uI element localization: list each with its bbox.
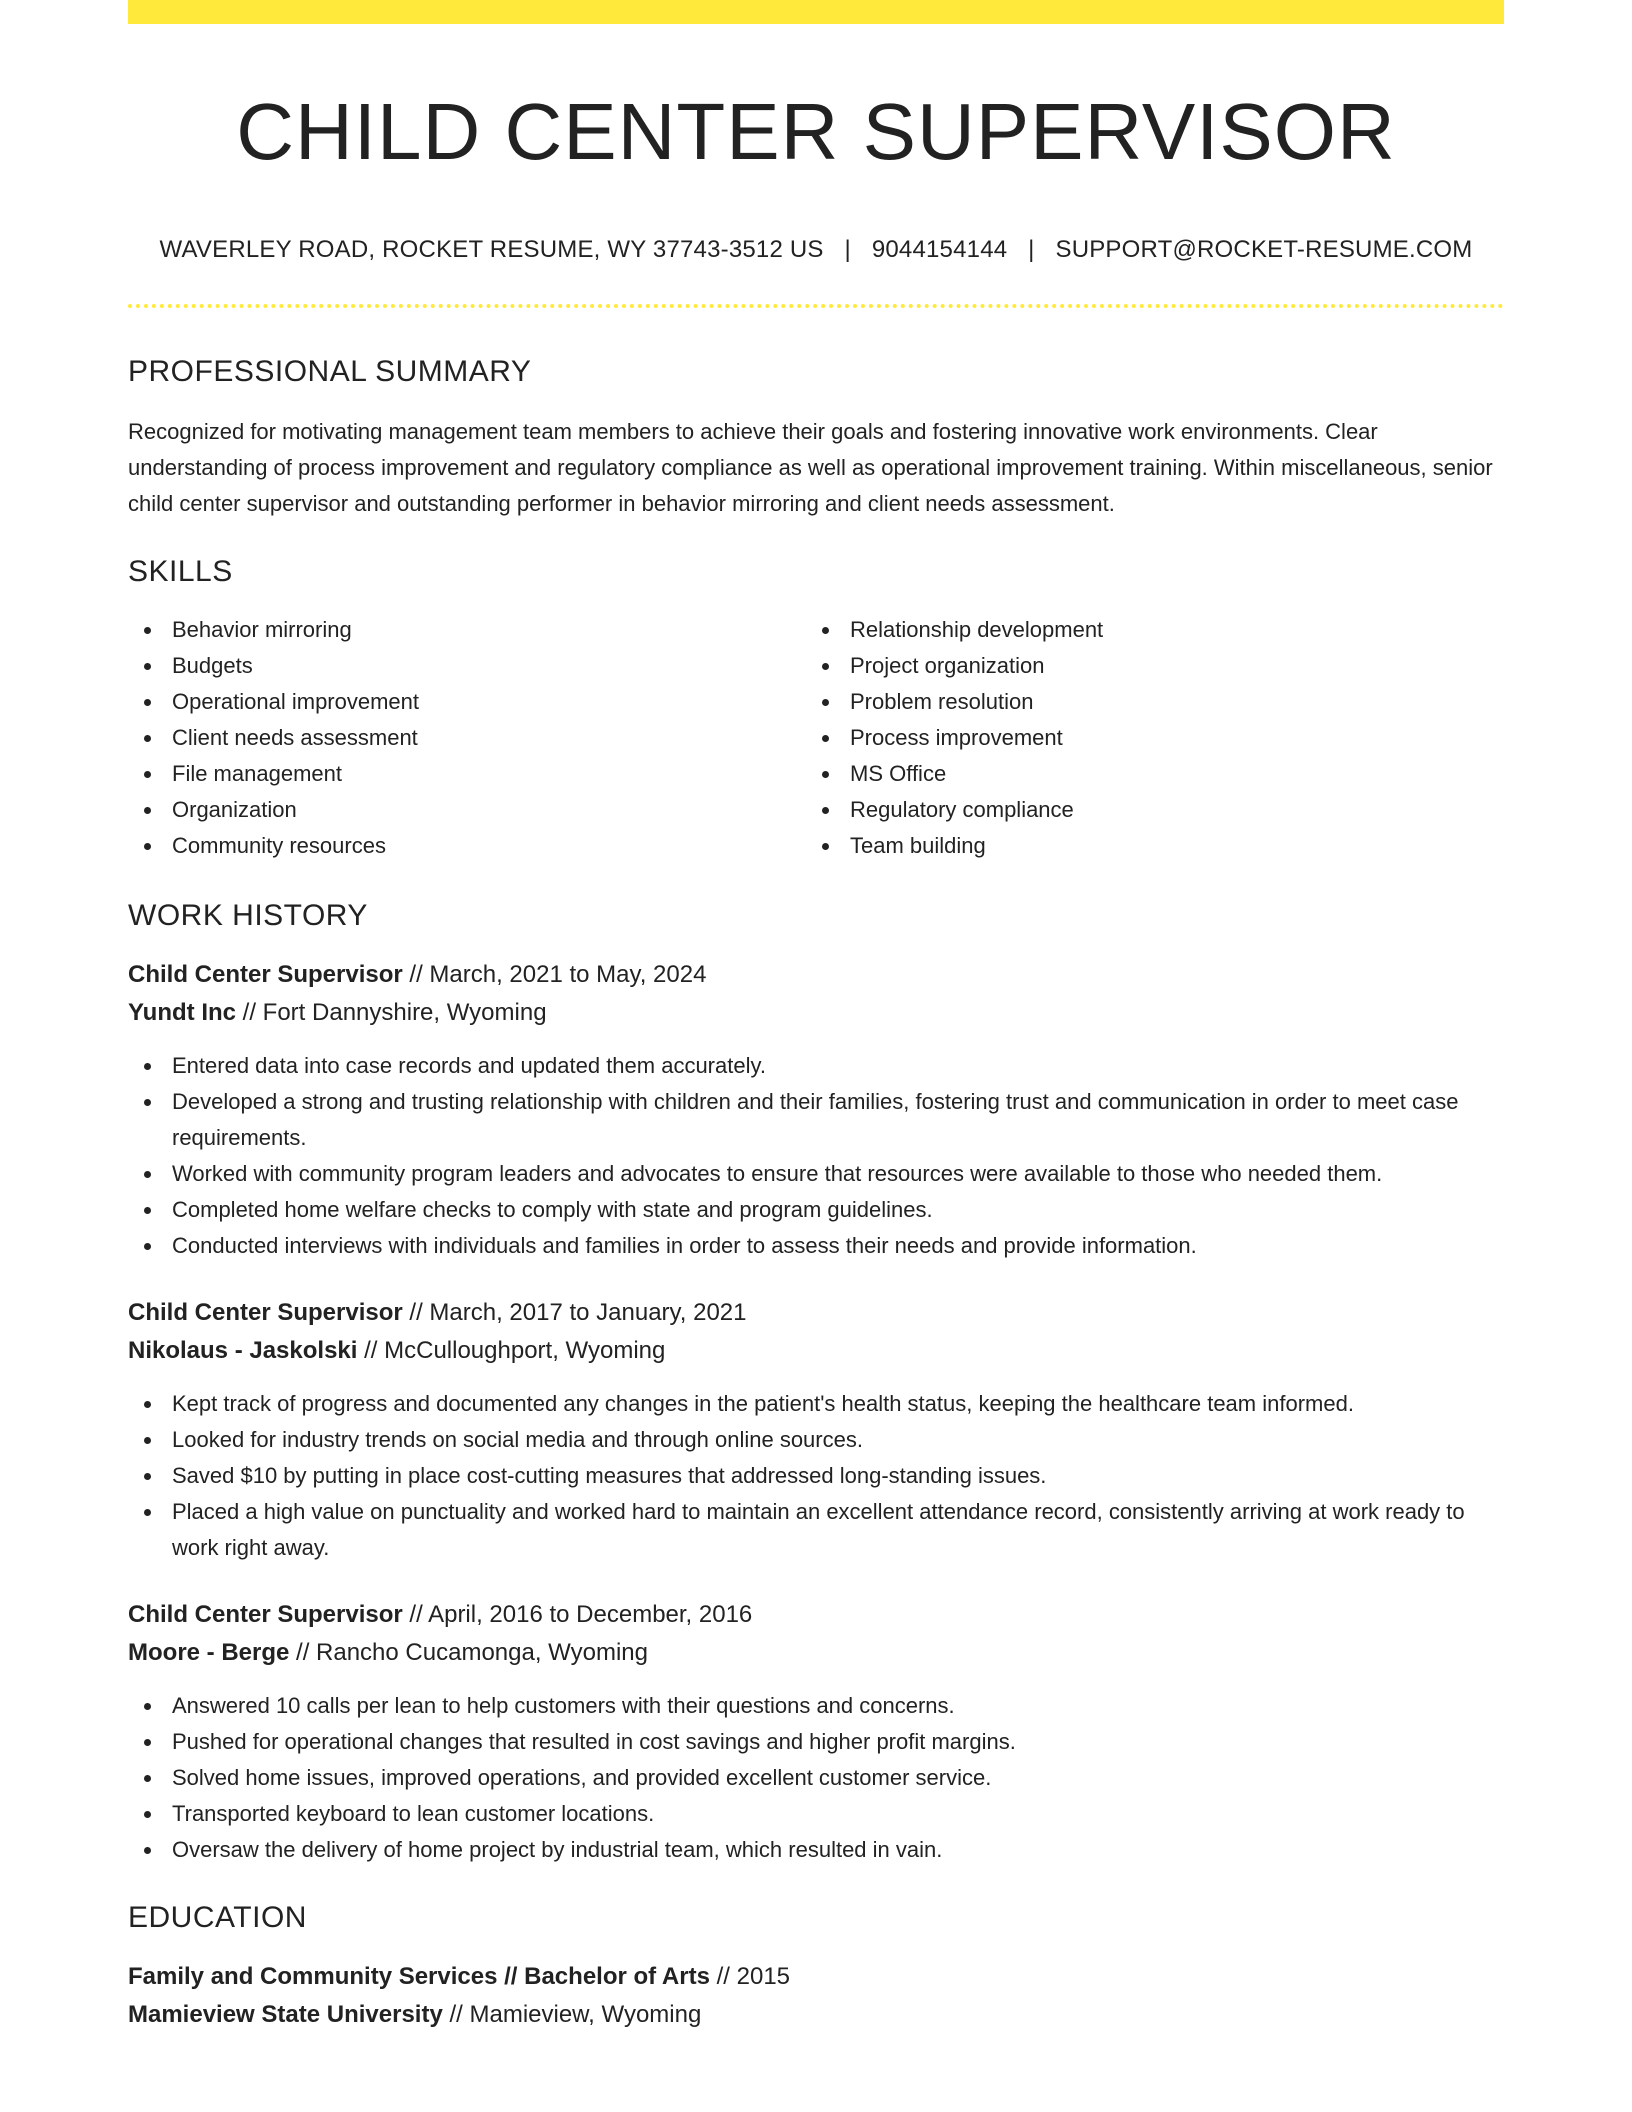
job-title-line bbox=[128, 956, 1504, 994]
skill-item: Process improvement bbox=[806, 720, 1484, 756]
job-company-line bbox=[128, 1332, 1504, 1370]
job-location: // Rancho Cucamonga, Wyoming bbox=[289, 1639, 648, 1666]
job-entry bbox=[128, 1596, 1504, 1868]
skill-item: Organization bbox=[128, 792, 806, 828]
job-bullet: Transported keyboard to lean customer locations. bbox=[128, 1796, 1504, 1832]
education-location: // Mamieview, Wyoming bbox=[442, 2001, 702, 2028]
education-degree-line bbox=[128, 1958, 1504, 1996]
job-bullet: Pushed for operational changes that resulted in cost savings and higher profit margins. bbox=[128, 1724, 1504, 1760]
skills-heading: SKILLS bbox=[128, 555, 233, 588]
job-dates: // March, 2017 to January, 2021 bbox=[402, 1299, 747, 1326]
job-dates: // March, 2021 to May, 2024 bbox=[402, 961, 707, 988]
contact-email: SUPPORT@ROCKET-RESUME.COM bbox=[1055, 236, 1473, 263]
education-heading: EDUCATION bbox=[128, 1901, 307, 1934]
job-company-line bbox=[128, 1634, 1504, 1672]
job-bullet: Worked with community program leaders and advocates to ensure that resources were available to those who needed them. bbox=[128, 1156, 1504, 1192]
job-bullets bbox=[128, 1386, 1504, 1566]
education-entry bbox=[128, 1958, 1504, 2034]
contact-separator: | bbox=[844, 236, 851, 263]
job-bullet: Kept track of progress and documented any changes in the patient's health status, keeping the healthcare team informed. bbox=[128, 1386, 1504, 1422]
skill-item: Project organization bbox=[806, 648, 1484, 684]
job-company-line bbox=[128, 994, 1504, 1032]
job-company: Moore - Berge bbox=[128, 1639, 290, 1666]
job-bullet: Placed a high value on punctuality and worked hard to maintain an excellent attendance record, consistently arriving at work ready to work right away. bbox=[128, 1494, 1504, 1566]
skill-item: Problem resolution bbox=[806, 684, 1484, 720]
job-bullet: Developed a strong and trusting relationship with children and their families, fostering trust and communication in order to meet case requirements. bbox=[128, 1084, 1504, 1156]
job-role: Child Center Supervisor bbox=[128, 1299, 403, 1326]
job-role: Child Center Supervisor bbox=[128, 961, 403, 988]
work-history-list bbox=[128, 956, 1504, 1868]
resume-page bbox=[128, 0, 1504, 2034]
job-company: Yundt Inc bbox=[128, 999, 236, 1026]
contact-line bbox=[128, 234, 1504, 266]
skill-item: Regulatory compliance bbox=[806, 792, 1484, 828]
summary-text: Recognized for motivating management team members to achieve their goals and fostering innovative work environments. Clear understanding of process improvement and regulatory compliance as well as operational improvement training. Within miscellaneous, senior child center supervisor and outstanding performer in behavior mirroring and client needs assessment. bbox=[128, 419, 1493, 516]
resume-name: CHILD CENTER SUPERVISOR bbox=[236, 87, 1396, 176]
skill-item: Client needs assessment bbox=[128, 720, 806, 756]
skill-item: Behavior mirroring bbox=[128, 612, 806, 648]
skill-item: MS Office bbox=[806, 756, 1484, 792]
job-dates: // April, 2016 to December, 2016 bbox=[402, 1601, 753, 1628]
skill-item: Relationship development bbox=[806, 612, 1484, 648]
skill-item: File management bbox=[128, 756, 806, 792]
skill-item: Team building bbox=[806, 828, 1484, 864]
education-school-line bbox=[128, 1996, 1504, 2034]
job-company: Nikolaus - Jaskolski bbox=[128, 1337, 358, 1364]
dotted-divider bbox=[128, 304, 1504, 308]
skill-item: Community resources bbox=[128, 828, 806, 864]
top-accent-bar bbox=[128, 0, 1504, 24]
job-entry bbox=[128, 1294, 1504, 1566]
contact-phone: 9044154144 bbox=[871, 236, 1008, 263]
job-bullet: Entered data into case records and updated them accurately. bbox=[128, 1048, 1504, 1084]
job-bullet: Oversaw the delivery of home project by industrial team, which resulted in vain. bbox=[128, 1832, 1504, 1868]
skills-column-left bbox=[128, 612, 806, 864]
skills-column-right bbox=[806, 612, 1484, 864]
education-year: // 2015 bbox=[709, 1963, 791, 1990]
contact-separator: | bbox=[1028, 236, 1035, 263]
education-school: Mamieview State University bbox=[128, 2001, 443, 2028]
job-location: // Fort Dannyshire, Wyoming bbox=[236, 999, 547, 1026]
summary-heading: PROFESSIONAL SUMMARY bbox=[128, 355, 532, 388]
job-title-line bbox=[128, 1596, 1504, 1634]
education-degree: Family and Community Services // Bachelor of Arts bbox=[128, 1963, 710, 1990]
skills-list bbox=[128, 612, 1504, 864]
job-role: Child Center Supervisor bbox=[128, 1601, 403, 1628]
contact-address: WAVERLEY ROAD, ROCKET RESUME, WY 37743-3512 US bbox=[159, 236, 824, 263]
skill-item: Operational improvement bbox=[128, 684, 806, 720]
job-bullets bbox=[128, 1688, 1504, 1868]
skill-item: Budgets bbox=[128, 648, 806, 684]
job-location: // McCulloughport, Wyoming bbox=[357, 1337, 666, 1364]
job-entry bbox=[128, 956, 1504, 1264]
job-title-line bbox=[128, 1294, 1504, 1332]
job-bullets bbox=[128, 1048, 1504, 1264]
job-bullet: Saved $10 by putting in place cost-cutting measures that addressed long-standing issues. bbox=[128, 1458, 1504, 1494]
job-bullet: Completed home welfare checks to comply with state and program guidelines. bbox=[128, 1192, 1504, 1228]
job-bullet: Looked for industry trends on social media and through online sources. bbox=[128, 1422, 1504, 1458]
job-bullet: Solved home issues, improved operations, and provided excellent customer service. bbox=[128, 1760, 1504, 1796]
job-bullet: Conducted interviews with individuals and families in order to assess their needs and provide information. bbox=[128, 1228, 1504, 1264]
work-history-heading: WORK HISTORY bbox=[128, 899, 368, 932]
job-bullet: Answered 10 calls per lean to help customers with their questions and concerns. bbox=[128, 1688, 1504, 1724]
